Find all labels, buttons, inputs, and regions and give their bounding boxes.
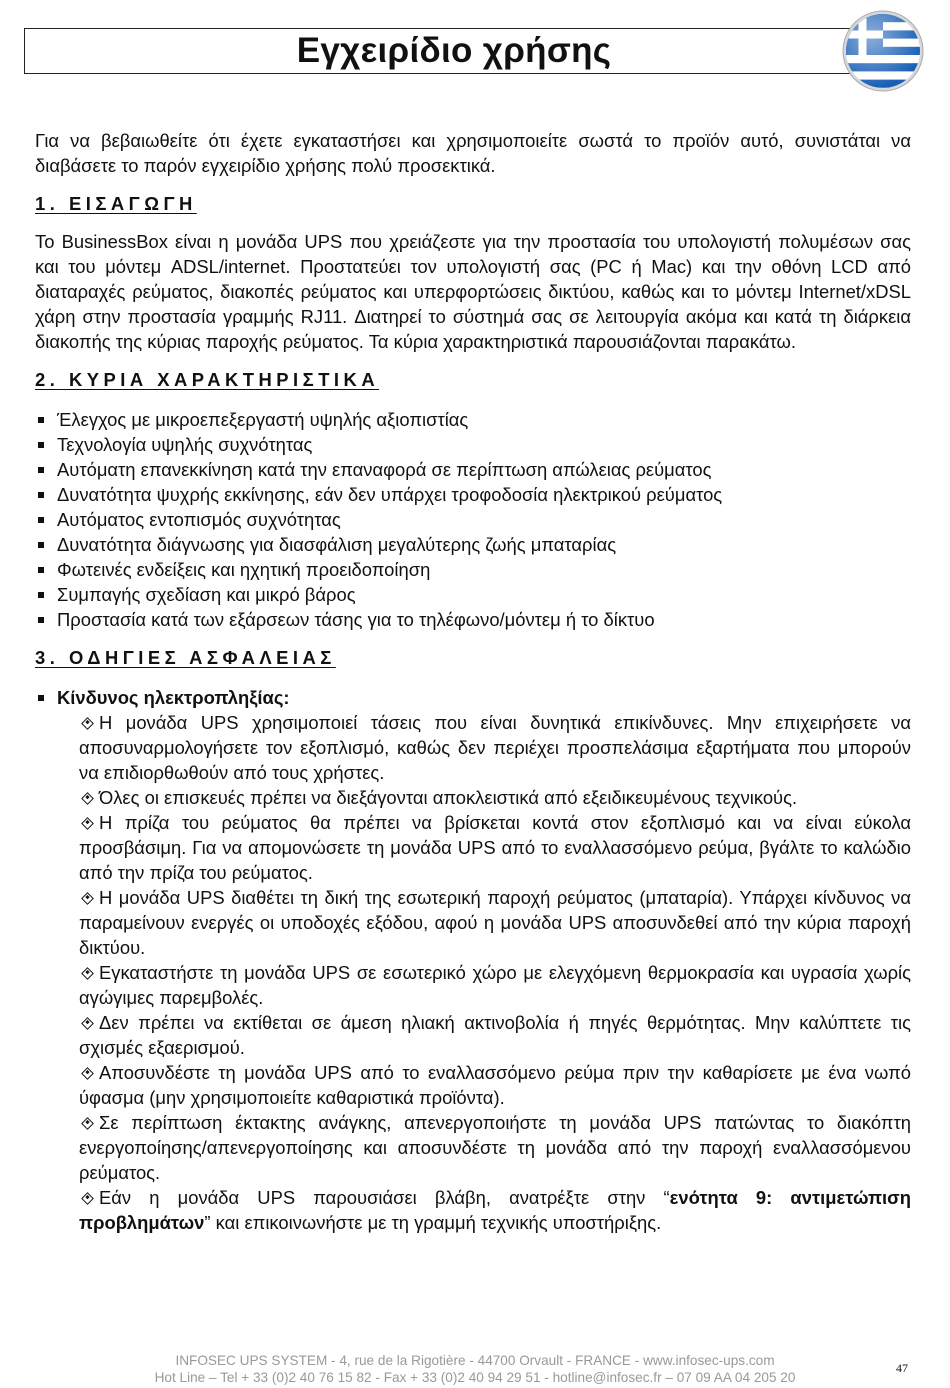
intro-paragraph: Για να βεβαιωθείτε ότι έχετε εγκαταστήσει και χρησιμοποιείτε σωστά το προϊόν αυτό, συνιστάται να διαβάσετε το παρόν εγχειρίδιο χρήσης πολύ προσεκτικά. <box>35 130 911 176</box>
diamond-bullet-icon <box>81 1067 94 1080</box>
diamond-bullet-icon <box>81 1017 94 1030</box>
diamond-bullet-icon <box>81 892 94 905</box>
list-item: Προστασία κατά των εξάρσεων τάσης για το τηλέφωνο/μόντεμ ή το δίκτυο <box>35 607 911 632</box>
list-item: Συμπαγής σχεδίαση και μικρό βάρος <box>35 582 911 607</box>
safety-item: Όλες οι επισκευές πρέπει να διεξάγονται αποκλειστικά από εξειδικευμένους τεχνικούς. <box>79 785 911 810</box>
safety-item: Η μονάδα UPS χρησιμοποιεί τάσεις που είναι δυνητικά επικίνδυνες. Μην επιχειρήσετε να αποσυναρμολογήσετε τον εξοπλισμό, καθώς δεν περιέχει προσπελάσιμα εξαρτήματα που μπορούν να επιδιορθωθούν από τους χρήστες. <box>79 712 911 783</box>
features-list <box>35 407 911 632</box>
section-3-heading: 3. ΟΔΗΓΙΕΣ ΑΣΦΑΛΕΙΑΣ <box>35 647 336 668</box>
safety-item: Δεν πρέπει να εκτίθεται σε άμεση ηλιακή ακτινοβολία ή πηγές θερμότητας. Μην καλύπτετε τις σχισμές εξαερισμού. <box>79 1012 911 1058</box>
danger-title: Κίνδυνος ηλεκτροπληξίας: <box>35 685 911 710</box>
diamond-bullet-icon <box>81 817 94 830</box>
page-number: 47 <box>896 1361 908 1375</box>
section-2-heading: 2. ΚΥΡΙΑ ΧΑΡΑΚΤΗΡΙΣΤΙΚΑ <box>35 369 380 390</box>
footer <box>0 1352 950 1386</box>
diamond-bullet-icon <box>81 1192 94 1205</box>
title-box <box>24 28 884 74</box>
safety-item: Εγκαταστήστε τη μονάδα UPS σε εσωτερικό χώρο με ελεγχόμενη θερμοκρασία και υγρασία χωρίς αγώγιμες παρεμβολές. <box>79 962 911 1008</box>
safety-list <box>79 710 911 1235</box>
safety-item: Αποσυνδέστε τη μονάδα UPS από το εναλλασσόμενο ρεύμα πριν την καθαρίσετε με ένα νωπό ύφασμα (μην χρησιμοποιείτε καθαριστικά προϊόντα). <box>79 1062 911 1108</box>
list-item: Δυνατότητα διάγνωσης για διασφάλιση μεγαλύτερης ζωής μπαταρίας <box>35 532 911 557</box>
section-1-text: Το BusinessBox είναι η μονάδα UPS που χρειάζεστε για την προστασία του υπολογιστή πολυμέσων σας και του μόντεμ ADSL/internet. Προστατεύει τον υπολογιστή σας (PC ή Mac) και την οθόνη LCD από διαταραχές ρεύματος, διακοπές ρεύματος και υπερφορτώσεις δικτύου, καθώς και το μόντεμ Internet/xDSL χάρη στην προστασία γραμμής RJ11. Διατηρεί το σύστημά σας σε λειτουργία ακόμα και κατά τη διάρκεια διακοπής της κύριας παροχής ρεύματος. Τα κύρια χαρακτηριστικά παρουσιάζονται παρακάτω. <box>35 231 911 352</box>
diamond-bullet-icon <box>81 967 94 980</box>
safety-item: Εάν η μονάδα UPS παρουσιάσει βλάβη, ανατρέξτε στην “ενότητα 9: αντιμετώπιση προβλημάτων” και επικοινωνήστε με τη γραμμή τεχνικής υποστήριξης. <box>79 1187 911 1233</box>
safety-item: Η πρίζα του ρεύματος θα πρέπει να βρίσκεται κοντά στον εξοπλισμό και να είναι εύκολα προσβάσιμη. Για να απομονώσετε τη μονάδα UPS από το εναλλασσόμενο ρεύμα, βγάλτε το καλώδιο από την πρίζα του ρεύματος. <box>79 812 911 883</box>
footer-address: INFOSEC UPS SYSTEM - 4, rue de la Rigotière - 44700 Orvault - FRANCE - www.infosec-ups.com <box>175 1353 775 1368</box>
safety-item: Η μονάδα UPS διαθέτει τη δική της εσωτερική παροχή ρεύματος (μπαταρία). Υπάρχει κίνδυνος να παραμείνουν ενεργές οι υποδοχές εξόδου, αφού η μονάδα UPS αποσυνδεθεί από την κύρια παροχή δικτύου. <box>79 887 911 958</box>
diamond-bullet-icon <box>81 717 94 730</box>
safety-item: Σε περίπτωση έκτακτης ανάγκης, απενεργοποιήστε τη μονάδα UPS πατώντας το διακόπτη ενεργοποίησης/απενεργοποίησης και αποσυνδέστε τη μονάδα από την παροχή εναλλασσόμενου ρεύματος. <box>79 1112 911 1183</box>
list-item: Αυτόματος εντοπισμός συχνότητας <box>35 507 911 532</box>
diamond-bullet-icon <box>81 1117 94 1130</box>
list-item: Έλεγχος με μικροεπεξεργαστή υψηλής αξιοπιστίας <box>35 407 911 432</box>
page-title: Εγχειρίδιο χρήσης <box>296 31 612 70</box>
list-item: Αυτόματη επανεκκίνηση κατά την επαναφορά σε περίπτωση απώλειας ρεύματος <box>35 457 911 482</box>
troubleshooting-reference: ενότητα 9: αντιμετώπιση προβλημάτων <box>79 1187 911 1233</box>
list-item: Τεχνολογία υψηλής συχνότητας <box>35 432 911 457</box>
list-item: Φωτεινές ενδείξεις και ηχητική προειδοποίηση <box>35 557 911 582</box>
list-item: Δυνατότητα ψυχρής εκκίνησης, εάν δεν υπάρχει τροφοδοσία ηλεκτρικού ρεύματος <box>35 482 911 507</box>
document-body <box>35 128 911 1235</box>
footer-contact: Hot Line – Tel + 33 (0)2 40 76 15 82 - Fax + 33 (0)2 40 94 29 51 - hotline@infosec.fr – 07 09 AA 04 205 20 <box>154 1370 796 1385</box>
greek-flag-icon <box>842 10 924 92</box>
section-1-heading: 1. ΕΙΣΑΓΩΓΗ <box>35 193 197 214</box>
diamond-bullet-icon <box>81 792 94 805</box>
